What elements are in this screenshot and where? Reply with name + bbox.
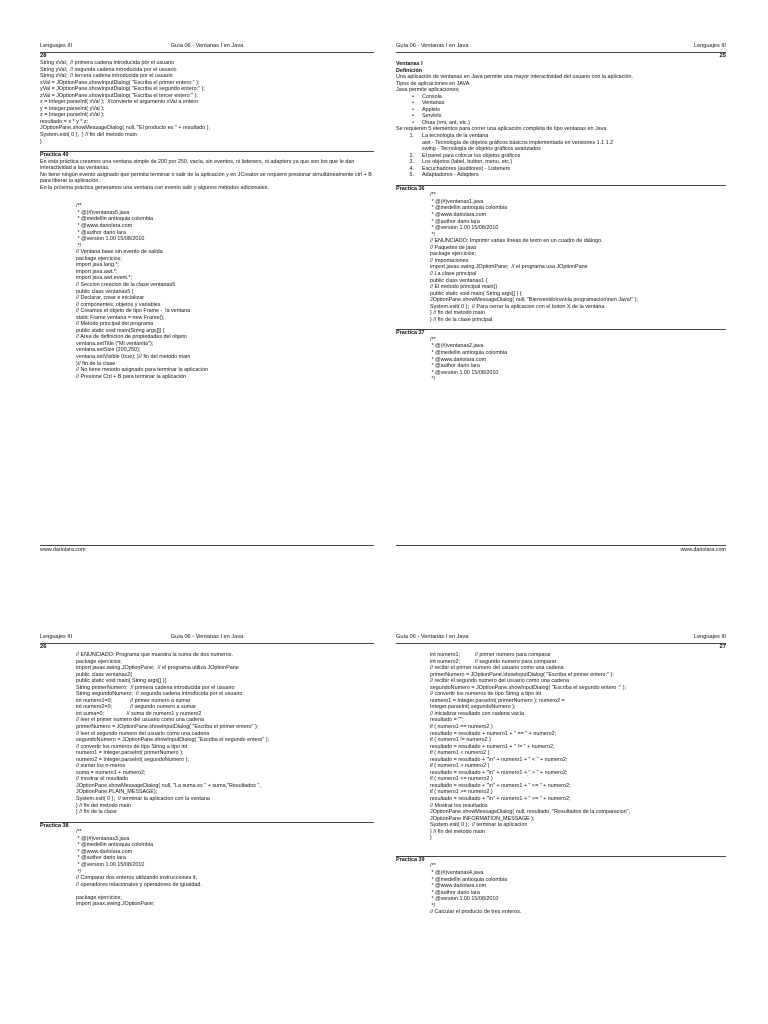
text-line: primerNumero = JOptionPane.showInputDialog( "Escriba el primer entero" );: [76, 724, 259, 731]
text-line: int numero2; // segundo numero para comparar: [430, 658, 557, 665]
text-line: // Creamos el objeto de tipo Frame - la ventana: [76, 308, 191, 315]
text-line: */: [430, 902, 436, 909]
text-line: suma = numero1 + numero2;: [76, 769, 146, 776]
text-line: * @author dario lara: [76, 229, 126, 236]
text-line: System.exit( 0 ); } // fin del metodo main: [40, 132, 137, 139]
text-line: String zVal; // tercera cadena introducida por el usuario: [40, 73, 173, 80]
text-line: * @version 1.00 15/08/2010: [76, 236, 145, 243]
text-line: // Calcular el producto de tres enteros.: [430, 909, 522, 916]
page-footer: [396, 545, 726, 554]
list-number: 5.: [409, 172, 414, 179]
text-line: JOptionPane.PLAIN_MESSAGE);: [76, 789, 158, 796]
text-line: int numero2=0; // segundo numero a sumar: [76, 704, 197, 711]
text-line: resultado = x * y * z;: [40, 118, 89, 125]
page-27: [384, 594, 768, 1024]
code-block: [396, 192, 726, 323]
text-line: * @author dario lara: [430, 363, 480, 370]
text-line: public static void main( String args[] ) {: [430, 290, 522, 297]
text-line: * @(#)ventanas4.java: [430, 869, 484, 876]
page-header: [40, 43, 374, 53]
bullet-icon: •: [412, 119, 414, 126]
page-header: [396, 634, 726, 644]
text-line: if ( numero1 <= numero2 ): [430, 776, 493, 783]
page-28: [0, 0, 384, 553]
text-line: // leer el segundo numero del usuario como una cadena: [76, 730, 210, 737]
text-line: JOptionPane.showMessageDialog( null, "Bienvenido\na\nla programacion\nen Java!" );: [430, 297, 638, 304]
text-line: * @(#)ventanas3.java: [76, 835, 130, 842]
text-line: * @author dario lara: [430, 218, 480, 225]
text-line: }: [430, 835, 432, 842]
text-line: // Seccion creacion de la clase ventanas5: [76, 281, 176, 288]
page-26: [0, 594, 384, 1024]
text-line: // recibir el segundo numero del usuario como una cadena: [430, 678, 570, 685]
list-item-label: Consola: [422, 93, 442, 100]
text-line: System.exit( 0 ); // terminar la aplicacion con la ventana: [76, 796, 210, 803]
text-line: segundoNumero = JOptionPane.showInputDialog( "Escriba el segundo entero :" );: [430, 684, 627, 691]
header-course: Lenguajes III: [693, 43, 726, 49]
text-line: * @version 1.00 15/08/2010: [430, 225, 499, 232]
text-line: // leer el primer numero del usuario como una cadena: [76, 717, 204, 724]
text-line: String segundoNumero; // segunda cadena introducida por el usuario: [76, 691, 243, 698]
page-header: [396, 43, 726, 53]
requirements-line: Se requieren 5 elementos para correr una aplicación completa de tipo ventanas en Java: [396, 126, 607, 133]
text-line: String yVal; // segunda cadena introducida por el usuario: [40, 66, 177, 73]
text-line: int numero1; // primer numero para comparar: [430, 652, 552, 658]
code-block: [40, 60, 374, 145]
text-line: if ( numero1 >= numero2 ): [430, 789, 493, 796]
text-line: */: [430, 376, 436, 383]
page-body: [40, 652, 374, 908]
text-line: // operadores relacionales y operadores de igualdad.: [76, 881, 202, 888]
page-body: [396, 652, 726, 916]
text-line: int suma=0; // suma de numero1 y numero2: [76, 710, 202, 717]
list-item-label: La tecnología de la ventana: [422, 133, 489, 140]
header-course: Lenguajes III: [40, 43, 73, 49]
app-types-list: [396, 94, 726, 127]
text-line: import javax.swing.JOptionPane;: [76, 901, 155, 908]
text-line: // Comparar dos enteros utilizando instrucciones if,: [76, 875, 198, 882]
text-line: resultado = resultado + numero1 + " == " + numero2;: [430, 730, 557, 737]
text-line: // El metodo principal main(): [430, 284, 498, 291]
code-block: [40, 203, 374, 380]
text-line: JOptionPane.showMessageDialog( null, resultado, "Resultados de la comparacion",: [430, 809, 631, 816]
footer-site: www.dariolara.com: [40, 547, 86, 553]
list-number: 1.: [409, 133, 414, 140]
list-item-label: swing - Tecnología de objetos gráficos avanzados: [422, 146, 541, 153]
practice-39-title: Practica 39: [396, 856, 425, 863]
text-line: z = Integer.parseInt( zVal );: [40, 112, 105, 119]
text-line: if ( numero1 == numero2 ): [430, 724, 493, 731]
text-line: // recibir el primer numero del usuario como una cadena: [430, 665, 564, 672]
text-line: JOptionPane.INFORMATION_MESSAGE );: [430, 815, 535, 822]
text-line: // convertir los numeros de tipo String a tipo int: [430, 691, 542, 698]
text-line: package ejercicios;: [76, 658, 122, 665]
list-item-label: Applets: [422, 106, 440, 113]
text-line: resultado = resultado + "\n" + numero1 + " >= " + numero2;: [430, 796, 571, 803]
text-line: public class ventanas1 {: [430, 277, 488, 284]
text-line: resultado = resultado + "\n" + numero1 + " > " + numero2;: [430, 769, 568, 776]
text-line: String xVal; // primera cadena introducida por el usuario: [40, 60, 175, 66]
page-body: [396, 61, 726, 383]
header-guide: Guía 06 - Ventanas I en Java: [170, 43, 244, 49]
list-number: 3.: [409, 159, 414, 166]
practice-36-title: Practica 36: [396, 185, 425, 192]
text-line: y = Integer.parseInt( yVal );: [40, 105, 105, 112]
text-line: Java permite aplicaciones;: [396, 87, 460, 94]
text-line: */: [430, 231, 436, 238]
text-line: import java.awt.*;: [76, 268, 118, 275]
practice-40-title: Practica 40: [40, 152, 69, 159]
text-line: } // fin de la clase: [76, 809, 117, 816]
text-line: // La clase principal: [430, 270, 477, 277]
text-line: /**: [430, 192, 436, 199]
practice-37-title: Practica 37: [396, 330, 425, 337]
paragraph: En la próxima práctica generamos una ventana con evento salir y algunos métodos adicionales.: [40, 184, 269, 191]
text-line: // Presione Ctrl + B para terminar la aplicación: [76, 373, 187, 380]
text-line: JOptionPane.showMessageDialog( null, "La suma es " + suma,"Resultados ",: [76, 782, 261, 789]
list-item-label: Otras (rmi, ant, etc.): [422, 119, 470, 126]
text-line: // inicializar resultado con cadena vacía: [430, 710, 525, 717]
text-line: yVal = JOptionPane.showInputDialog( "Escriba el segundo entero:" );: [40, 86, 205, 93]
header-course: Lenguajes III: [40, 634, 73, 640]
page-25: [384, 0, 768, 553]
page-body: [40, 60, 374, 380]
text-line: int numero1=0; // primer numero a sumar: [76, 697, 191, 704]
paragraphs: [40, 159, 374, 192]
definition-title: Definición: [396, 67, 423, 74]
page-footer: [40, 545, 374, 554]
footer-site: www.dariolara.com: [680, 547, 726, 553]
text-line: xVal = JOptionPane.showInputDialog( "Escriba el primer entero:" );: [40, 79, 200, 86]
text-line: * @medellin antioquia colombia: [76, 216, 154, 223]
text-line: /**: [76, 203, 82, 210]
header-guide: Guía 06 - Ventanas I en Java: [396, 43, 469, 49]
text-line: * @www.dariolara.com: [430, 356, 487, 363]
text-line: * @medellin antioquia colombia: [430, 876, 508, 883]
list-item-label: Servlets: [422, 113, 442, 120]
page-number: 26: [40, 644, 47, 650]
page-number: 28: [40, 53, 47, 59]
text-line: }: [40, 138, 42, 145]
list-number: 2.: [409, 152, 414, 159]
text-line: primerNumero = JOptionPane.showInputDialog( "Escriba el primer entero:" );: [430, 671, 614, 678]
text-line: segundoNumero = JOptionPane.showInputDialog( "Escriba el segundo entero" );: [76, 737, 270, 744]
text-line: * @www.dariolara.com: [430, 883, 487, 890]
text-line: * @version 1.00 15/08/2010: [430, 896, 499, 903]
text-line: // Ventana base sin evento de salida: [76, 249, 163, 256]
text-line: * @www.dariolara.com: [76, 223, 133, 230]
code-block: [396, 337, 726, 383]
list-item-label: Ventanas: [422, 100, 445, 107]
text-line: * @(#)ventanas5.java: [76, 209, 130, 216]
text-line: public static void main( String args[] ){: [76, 678, 167, 685]
text-line: resultado = "";: [430, 717, 464, 724]
text-line: // Declarar, crear e inicializar: [76, 295, 145, 302]
text-line: * @medellin antioquia colombia: [430, 349, 508, 356]
code-block: [40, 829, 374, 908]
text-line: // convertir los numeros de tipo String a tipo int: [76, 743, 188, 750]
text-line: String primerNumero; // primera cadena introducida por el usuario: [76, 684, 235, 691]
text-line: // ENUNCIADO: Programa que muestra la suma de dos numeros.: [76, 652, 233, 658]
text-line: } // fin de la clase principal: [430, 316, 493, 323]
text-line: // Area de definicion de propiedades del objeto: [76, 334, 187, 341]
text-line: static Frame ventana = new Frame();: [76, 314, 165, 321]
header-guide: Guía 06 - Ventanas I en Java: [170, 634, 244, 640]
code-block: [40, 652, 374, 816]
text-line: package ejercicios;: [430, 251, 476, 258]
text-line: x = Integer.parseInt( xVal ); //convierte el argumento xVal a entero: [40, 99, 199, 106]
text-line: import javax.swing.JOptionPane; // el programa usa JOptionPane: [430, 264, 588, 271]
text-line: // ENUNCIADO: Imprimir varias líneas de texto en un cuadro de diálogo.: [430, 238, 603, 245]
list-item-label: Adaptadores - Adapters: [422, 172, 479, 179]
text-line: * @www.dariolara.com: [430, 212, 487, 219]
text-line: if ( numero1 > numero2 ): [430, 763, 490, 770]
text-line: /**: [76, 829, 82, 836]
definition-lines: [396, 74, 726, 94]
text-line: resultado = resultado + "\n" + numero1 + " <= " + numero2;: [430, 782, 571, 789]
text-line: * @www.dariolara.com: [76, 848, 133, 855]
page-number: 25: [719, 53, 726, 59]
text-line: System.exit( 0 ); // Para cerrar la aplicacion con el boton X de la ventana: [430, 303, 605, 310]
code-block: [396, 652, 726, 842]
text-line: public static void main(String args[]) {: [76, 327, 165, 334]
text-line: ventana.setVisible (true); }// fin del metodo main: [76, 353, 191, 360]
paragraph: En esta práctica creamos una ventana simple de 200 por 250, vacía, sin eventos, ni listeners, ni adapters ya que son los que le dan interactividad a las ventanas.: [40, 158, 355, 172]
text-line: resultado = resultado + numero1 + " != " + numero2;: [430, 743, 555, 750]
text-line: */: [76, 868, 82, 875]
list-item-label: Los objetos (label, button, menu, etc.): [422, 159, 513, 166]
text-line: // Paquetes de java: [430, 244, 477, 251]
text-line: }// fin de la clase: [76, 360, 116, 367]
text-line: // Importaciones: [430, 257, 469, 264]
list-item-label: Escuchadores (auditores) - Listeners: [422, 165, 511, 172]
page-header: [40, 634, 374, 644]
text-line: * @author dario lara: [430, 889, 480, 896]
bullet-icon: •: [412, 106, 414, 113]
code-block: [396, 863, 726, 915]
text-line: * @author dario lara: [76, 855, 126, 862]
practice-38-title: Practica 38: [40, 822, 69, 829]
text-line: package ejercicios;: [76, 894, 122, 901]
bullet-icon: •: [412, 100, 414, 107]
text-line: if ( numero1 != numero2 ): [430, 737, 491, 744]
elements-list: [396, 133, 726, 179]
text-line: * @(#)ventanas2.java: [430, 343, 484, 350]
text-line: Tipos de aplicaciones en JAVA: [396, 80, 470, 87]
text-line: import java.lang.*;: [76, 262, 120, 269]
text-line: // No tiene metodo asignado para terminar la aplicacion: [76, 367, 209, 374]
bullet-icon: •: [412, 113, 414, 120]
text-line: if ( numero1 < numero2 ): [430, 750, 490, 757]
text-line: public class ventanas5 {: [76, 288, 134, 295]
text-line: // componentes, objetos y variables: [76, 301, 161, 308]
text-line: } // fin del metodo main: [76, 802, 131, 809]
page-number: 27: [719, 644, 726, 650]
text-line: * @(#)ventanas1.java: [430, 198, 484, 205]
text-line: } // fin del metodo main: [430, 310, 485, 317]
text-line: public class ventanas2{: [76, 671, 133, 678]
text-line: } // fin del metodo main: [430, 828, 485, 835]
text-line: import java.awt.event.*;: [76, 275, 133, 282]
text-line: Una aplicación de ventanas en Java permite una mayor interactividad del usuario con la aplicación.: [396, 74, 634, 81]
header-course: Lenguajes III: [693, 634, 726, 640]
text-line: resultado = resultado + "\n" + numero1 + " < " + numero2;: [430, 756, 568, 763]
section-title: Ventanas I: [396, 61, 423, 67]
bullet-icon: •: [412, 93, 414, 100]
text-line: numero1 = Integer.parseInt( primerNumero );: [76, 750, 184, 757]
text-line: import javax.swing.JOptionPane; // el programa utiliza JOptionPane: [76, 665, 239, 672]
header-guide: Guía 06 - Ventanas I en Java: [396, 634, 469, 640]
text-line: numero1 = Integer.parseInt( primerNumero ); numero2 =: [430, 697, 565, 704]
text-line: zVal = JOptionPane.showInputDialog( "Escriba el tercer entero:" );: [40, 92, 198, 99]
list-item-label: awt - Tecnología de objetos gráficos básicos implementada en versiones 1.1 1.2: [422, 139, 614, 146]
text-line: JOptionPane.showMessageDialog( null, "El producto es " + resultado );: [40, 125, 210, 132]
text-line: // sumar los n-meros: [76, 763, 126, 770]
text-line: * @version 1.00 15/08/2010: [430, 369, 499, 376]
text-line: * @version 1.00 15/08/2010: [76, 861, 145, 868]
text-line: numero2 = Integer.parseInt( segundoNumero );: [76, 756, 189, 763]
text-line: /**: [430, 336, 436, 343]
text-line: * @medellin antioquia colombia: [430, 205, 508, 212]
text-line: // Metodo principal del programa: [76, 321, 154, 328]
list-number: 4.: [409, 165, 414, 172]
list-item-label: El panel para colocar los objetos gráficos: [422, 152, 521, 159]
text-line: /**: [430, 863, 436, 870]
paragraph: No tiene ningún evento asignado que permita terminar o salir de la aplicación y en JCreator se requiere presionar simultáneamente ctrl + B para liberar la aplicación.: [40, 171, 372, 185]
text-line: */: [76, 242, 82, 249]
text-line: ventana.setSize (200,250);: [76, 347, 141, 354]
text-line: * @medellin antioquia colombia: [76, 842, 154, 849]
text-line: ventana.setTitle ("Mi ventanita");: [76, 340, 154, 347]
text-line: package ejercicios;: [76, 255, 122, 262]
text-line: // mostrar el resultado: [76, 776, 129, 783]
text-line: Integer.parseInt( segundoNumero );: [430, 704, 516, 711]
text-line: // Mostrar los resultados: [430, 802, 488, 809]
text-line: System.exit( 0 ); // terminar la aplicacion: [430, 822, 528, 829]
